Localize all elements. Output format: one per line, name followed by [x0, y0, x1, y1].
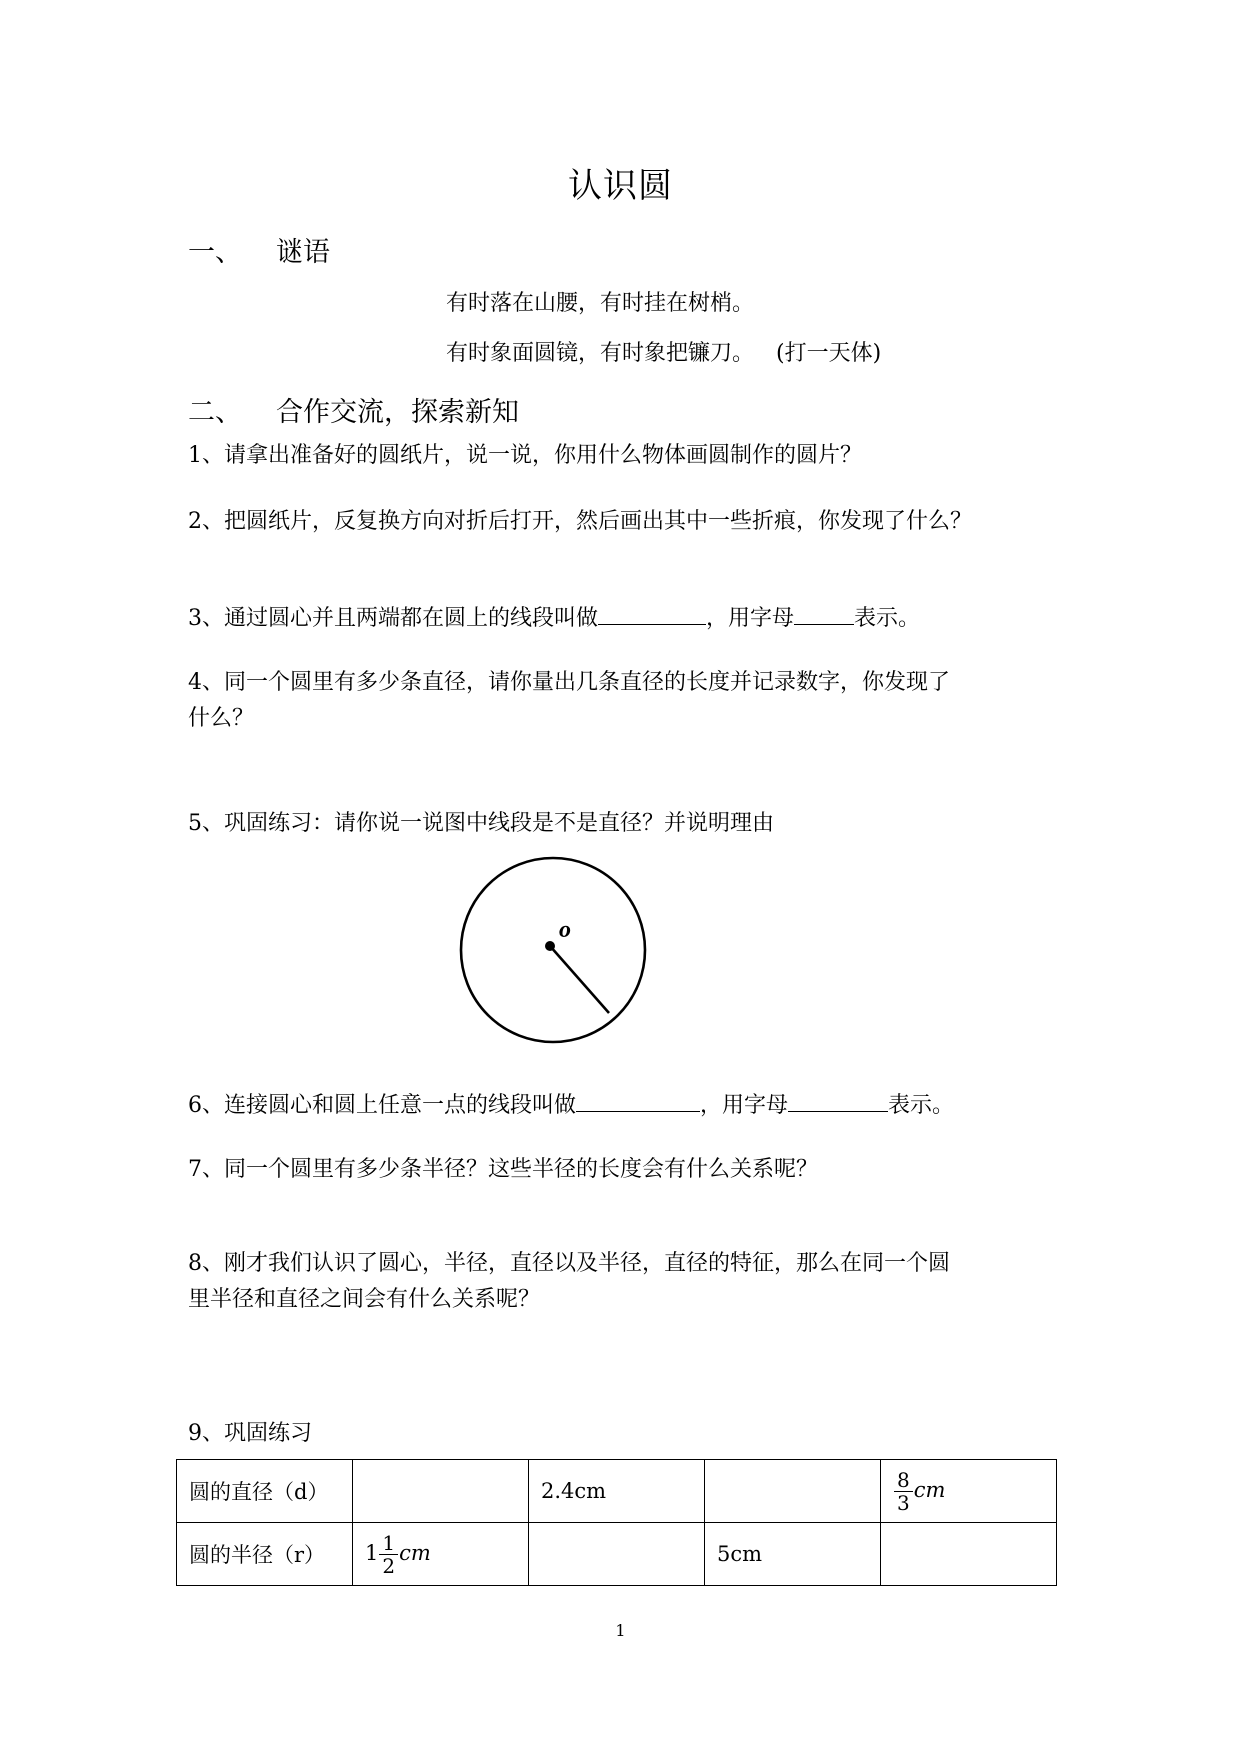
riddle-line-2 — [446, 335, 881, 373]
question-7: 7、同一个圆里有多少条半径？这些半径的长度会有什么关系呢？ — [188, 1157, 818, 1182]
question-9: 9、巩固练习 — [188, 1421, 312, 1446]
question-6-text-a: 6、连接圆心和圆上任意一点的线段叫做 — [188, 1093, 576, 1118]
table-cell: 5cm — [705, 1523, 881, 1586]
radius-segment — [550, 946, 609, 1013]
answer-blank-diameter[interactable] — [598, 600, 706, 625]
question-4-line-2: 什么？ — [188, 706, 255, 731]
question-1: 1、请拿出准备好的圆纸片，说一说，你用什么物体画圆制作的圆片？ — [188, 443, 862, 468]
section-number: 二、 — [188, 397, 242, 428]
question-8-line-1: 8、刚才我们认识了圆心，半径，直径以及半径，直径的特征，那么在同一个圆 — [188, 1251, 950, 1276]
center-label: o — [559, 917, 571, 943]
riddle-line-2-text: 有时象面圆镜，有时象把镰刀。 — [446, 341, 755, 366]
unit-label: cm — [399, 1540, 431, 1565]
circle-figure — [455, 853, 651, 1049]
fraction — [894, 1469, 913, 1514]
section-heading-riddle — [188, 230, 330, 269]
table-cell-empty[interactable] — [529, 1523, 705, 1586]
question-8-line-2: 里半径和直径之间会有什么关系呢？ — [188, 1287, 541, 1312]
question-2: 2、把圆纸片，反复换方向对折后打开，然后画出其中一些折痕，你发现了什么？ — [188, 509, 972, 534]
question-3-text-b: ，用字母 — [706, 606, 795, 631]
fraction-numerator: 1 — [379, 1532, 398, 1555]
table-cell-empty[interactable] — [353, 1460, 529, 1523]
table-cell-fraction — [881, 1460, 1057, 1523]
center-point — [545, 941, 555, 951]
table-row — [177, 1523, 1057, 1586]
question-3 — [188, 600, 920, 638]
table-cell-mixed-number — [353, 1523, 529, 1586]
mixed-whole: 1 — [365, 1540, 379, 1565]
riddle-hint: (打一天体) — [776, 341, 882, 366]
question-5: 5、巩固练习：请你说一说图中线段是不是直径？并说明理由 — [188, 811, 774, 836]
question-6-text-b: ，用字母 — [700, 1093, 789, 1118]
question-3-text-c: 表示。 — [854, 606, 921, 631]
answer-blank-diameter-letter[interactable] — [794, 600, 854, 625]
riddle-line-1: 有时落在山腰，有时挂在树梢。 — [446, 291, 755, 316]
question-3-text-a: 3、通过圆心并且两端都在圆上的线段叫做 — [188, 606, 598, 631]
fraction-denominator: 3 — [897, 1490, 910, 1515]
table-cell: 2.4cm — [529, 1460, 705, 1523]
page-number: 1 — [615, 1621, 626, 1640]
table-cell-empty[interactable] — [705, 1460, 881, 1523]
fraction — [379, 1532, 398, 1577]
answer-blank-radius[interactable] — [576, 1087, 700, 1112]
question-4-line-1: 4、同一个圆里有多少条直径，请你量出几条直径的长度并记录数字，你发现了 — [188, 670, 950, 695]
practice-table — [176, 1459, 1057, 1586]
row-label-radius: 圆的半径（r） — [177, 1523, 353, 1586]
page-title: 认识圆 — [568, 166, 673, 206]
row-label-diameter: 圆的直径（d） — [177, 1460, 353, 1523]
fraction-denominator: 2 — [382, 1553, 396, 1578]
fraction-numerator: 8 — [894, 1469, 913, 1492]
table-row — [177, 1460, 1057, 1523]
answer-blank-radius-letter[interactable] — [788, 1087, 888, 1112]
question-6-text-c: 表示。 — [888, 1093, 955, 1118]
section-heading-explore — [188, 390, 519, 429]
section-number: 一、 — [188, 237, 242, 268]
table-cell-empty[interactable] — [881, 1523, 1057, 1586]
section-title: 合作交流，探索新知 — [276, 397, 519, 428]
unit-label: cm — [913, 1477, 946, 1502]
section-title: 谜语 — [276, 237, 330, 268]
question-6 — [188, 1087, 954, 1125]
